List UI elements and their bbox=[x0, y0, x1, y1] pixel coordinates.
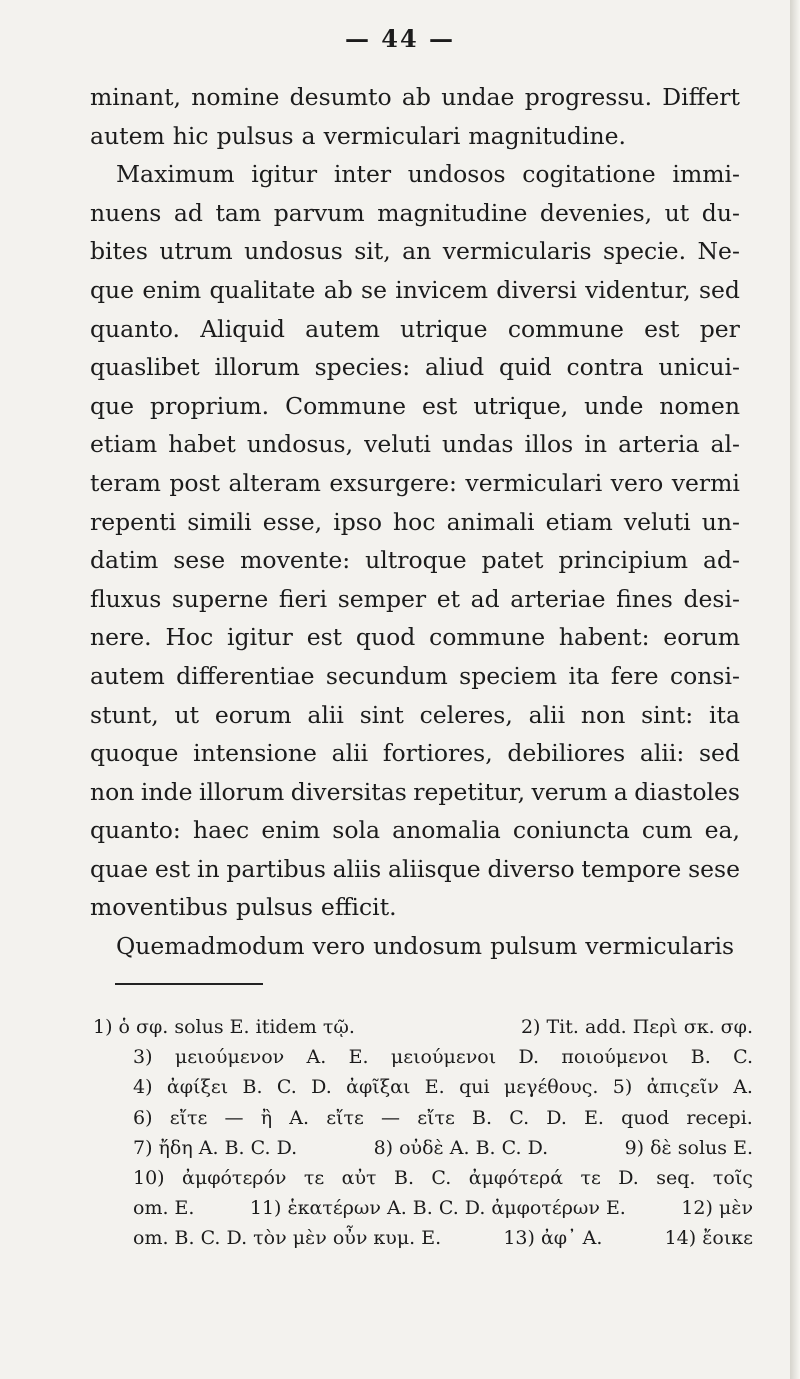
footnote-line: 4) ἀφίξει B. C. D. ἀφῖξαι E. qui μεγέθους. 5) ἀπιςεῖν A. bbox=[133, 1076, 753, 1099]
text-line: stunt, ut eorum alii sint celeres, alii non sint: ita bbox=[90, 700, 740, 729]
text-line: autem differentiae secundum speciem ita fere consi- bbox=[90, 661, 740, 690]
footnote-line: 3) μειούμενον A. E. μειούμενοι D. ποιούμενοι B. C. bbox=[133, 1046, 753, 1069]
main-text bbox=[90, 78, 740, 966]
text-line: que proprium. Commune est utrique, unde nomen bbox=[90, 391, 740, 420]
footnote-divider bbox=[115, 983, 263, 985]
text-line: non inde illorum diversitas repetitur, verum a diastoles bbox=[90, 777, 740, 806]
footnote-line: 1) ὁ σφ. solus E. itidem τῷ. 2) Tit. add. Περὶ σκ. σφ. bbox=[93, 1016, 753, 1038]
footnote-line: 7) ἤδη A. B. C. D. 8) οὐδὲ A. B. C. D. 9) δὲ solus E. bbox=[133, 1136, 753, 1159]
text-line: Quemadmodum vero undosum pulsum vermicularis bbox=[116, 932, 735, 961]
text-line: moventibus pulsus efficit. bbox=[90, 893, 397, 922]
text-line: quaslibet illorum species: aliud quid contra unicui- bbox=[90, 353, 740, 382]
text-line: Maximum igitur inter undosos cogitatione immi- bbox=[116, 160, 740, 189]
text-line: teram post alteram exsurgere: vermiculari vero vermi bbox=[90, 468, 740, 497]
text-line: repenti simili esse, ipso hoc animali etiam veluti un- bbox=[90, 507, 740, 536]
text-line: quanto. Aliquid autem utrique commune est per bbox=[90, 314, 740, 343]
text-line: quoque intensione alii fortiores, debiliores alii: sed bbox=[90, 739, 740, 768]
text-line: minant, nomine desumto ab undae progressu. Differt bbox=[90, 83, 740, 111]
footnote-line: 6) εἴτε — ἢ A. εἴτε — εἴτε B. C. D. E. quod recepi. bbox=[133, 1106, 753, 1129]
footnotes bbox=[93, 1012, 753, 1254]
text-line: quanto: haec enim sola anomalia coniuncta cum ea, bbox=[90, 816, 740, 845]
text-line: fluxus superne fieri semper et ad arteriae fines desi- bbox=[90, 584, 740, 613]
footnote-line: 10) ἀμφότερόν τε αὐτ B. C. ἀμφότερά τε D. seq. τοῖς bbox=[133, 1167, 753, 1190]
text-line: etiam habet undosus, veluti undas illos in arteria al- bbox=[90, 430, 740, 459]
text-line: nuens ad tam parvum magnitudine devenies, ut du- bbox=[90, 198, 740, 227]
text-line: que enim qualitate ab se invicem diversi videntur, sed bbox=[90, 275, 740, 304]
text-line: datim sese movente: ultroque patet principium ad- bbox=[90, 546, 740, 575]
text-line: bites utrum undosus sit, an vermicularis specie. Ne- bbox=[90, 237, 740, 266]
text-line: quae est in partibus aliis aliisque diverso tempore sese bbox=[90, 854, 740, 883]
text-line: autem hic pulsus a vermiculari magnitudine. bbox=[90, 121, 626, 150]
text-line: nere. Hoc igitur est quod commune habent: eorum bbox=[90, 623, 740, 652]
page-number: — 44 — bbox=[344, 24, 456, 53]
page-edge bbox=[790, 0, 800, 1379]
footnote-line: om. B. C. D. τὸν μὲν οὖν κυμ. E. 13) ἀφ᾽ A. 14) ἔοικε bbox=[133, 1227, 753, 1250]
footnote-line: om. E. 11) ἑκατέρων A. B. C. D. ἀμφοτέρων E. 12) μὲν bbox=[133, 1197, 753, 1220]
